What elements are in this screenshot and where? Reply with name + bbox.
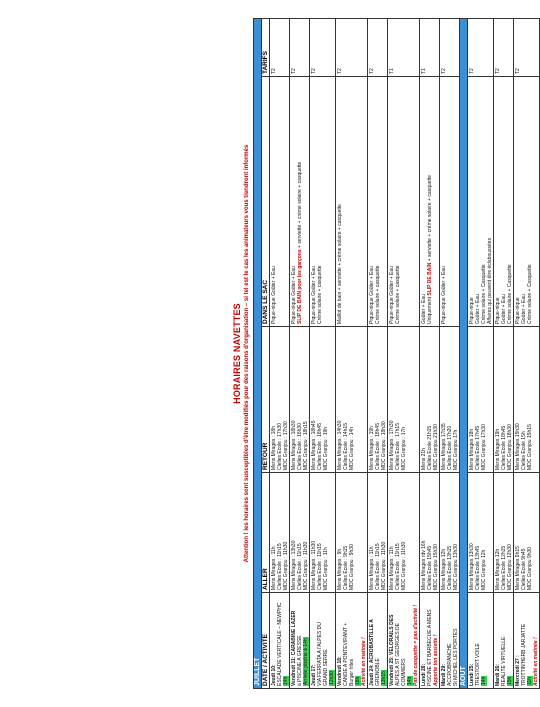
text-line: MDC Granjou : 19h <box>322 426 329 470</box>
text-span: + serviette + crème solaire + casquette <box>426 174 433 263</box>
text-line: Mens Mirages 17h35 <box>440 423 447 470</box>
activity-cell <box>388 593 420 689</box>
text-line: MDC Granjou 17h30 <box>480 424 487 470</box>
retour-cell <box>388 327 420 473</box>
aller-cell <box>440 473 460 593</box>
header-tarifs: TARIFS <box>262 18 270 76</box>
activity-date: Vendredi 18: <box>336 656 343 686</box>
activity-date: Mercredi 27 : <box>514 655 521 686</box>
text-line: Mens Mirages : 11h <box>270 546 277 590</box>
text-line: MDC Granjou : 11h30 <box>282 541 289 590</box>
text-line: MDC Granjou : 17h30 <box>282 421 289 470</box>
text-line: Mens Mirages : 18h45 <box>310 420 317 470</box>
text-line: Crème solaire + Casquette <box>526 264 533 324</box>
activity-note: Activité en matinée ! <box>532 637 539 686</box>
text-line: MDC Granjou : 14h <box>348 426 355 470</box>
sac-cell <box>310 77 336 327</box>
activity-name: VIA FERRATA A l'ALPES DU <box>316 622 323 686</box>
table-row <box>368 18 388 688</box>
text-line: Clelles Ecole 9h45 <box>520 548 527 590</box>
text-line: Clelles Ecole : 11h15 <box>296 543 303 590</box>
text-line: Clelles Ecole 12h15 <box>500 545 507 590</box>
text-line: Crème solaire + casquette <box>316 265 323 324</box>
text-span: + serviette + crème solaire + casquette <box>296 161 303 250</box>
text-line: Clelles Ecole : 11h15 <box>276 543 283 590</box>
arrival-badge: 15h <box>506 676 513 685</box>
text-line: Clelles Ecole 17h45 <box>474 425 481 470</box>
text-line: Mens Mirages : 14h30 <box>336 420 343 470</box>
aller-cell <box>468 473 494 593</box>
tarif-cell: T2 <box>310 18 336 76</box>
text-line: Clelles Ecole 13h15 <box>446 545 453 590</box>
tarif-cell: T2 <box>514 18 540 76</box>
text-line: Clelles Ecole : 18h45 <box>374 423 381 470</box>
table-row <box>440 18 460 688</box>
activity-name: St MICHEL LES PORTES <box>452 628 459 686</box>
arrival-time <box>303 595 309 686</box>
month-label: AOUT <box>460 18 468 688</box>
activity-cell <box>368 593 388 689</box>
swimsuit-warning: SLIP DE BAIN pour les garçons <box>296 249 303 324</box>
text-line: MDC Granjou : 11h30 <box>380 541 387 590</box>
text-line: MDC Granjou 9h30 <box>526 546 533 590</box>
arrival-badge: 14h <box>282 676 289 685</box>
month-row-aout <box>460 18 468 688</box>
arrival-badge: 18h <box>354 676 361 685</box>
text-line: Mens Mirages 13h30 <box>468 543 475 590</box>
text-line: Goûter + Eau <box>520 294 527 324</box>
activity-cell <box>514 593 540 689</box>
arrival-badge: 14h <box>480 676 487 685</box>
text-line: Mens Mirages : 18h30 <box>290 420 297 470</box>
activity-date: Mardi 29: <box>440 664 447 686</box>
arrival-badge: Arrivée piscine à 14h <box>302 638 309 685</box>
activity-cell <box>290 593 310 689</box>
arrival-time <box>283 595 289 686</box>
activity-cell <box>494 593 514 689</box>
tarif-cell: T2 <box>494 18 514 76</box>
arrival-time <box>329 595 335 686</box>
activity-cell <box>310 593 336 689</box>
tarif-cell: T2 <box>290 18 310 76</box>
activity-name: COMMIERS <box>400 658 407 686</box>
text-line: Crème solaire + Casquette <box>506 264 513 324</box>
header-date: DATE / ACTIVITE <box>262 593 270 689</box>
sac-cell <box>270 77 290 327</box>
activity-cell <box>336 593 368 689</box>
sac-cell <box>494 77 514 327</box>
text-span: Uniquement <box>426 295 433 324</box>
arrival-badge: 13h15 <box>380 671 387 685</box>
tarif-cell: T2 <box>440 18 460 76</box>
activity-date: Lundi 28: <box>420 663 427 686</box>
text-line: MDC Granjou 17h <box>452 429 459 470</box>
aller-cell <box>270 473 290 593</box>
text-line: Mens Mirages : 19h <box>368 426 375 470</box>
sac-cell <box>468 77 494 327</box>
header-row <box>262 18 270 688</box>
text-line: Goûter + Eau <box>420 294 427 324</box>
table-row <box>310 18 336 688</box>
text-line: Crème solaire + casquette <box>374 265 381 324</box>
sac-cell <box>440 77 460 327</box>
activity-name: ESCALADE VERTICALE – NEWPHC <box>276 602 283 686</box>
aller-cell <box>420 473 440 593</box>
activity-date: Jeudi 24: ACROBASTILLE A <box>368 619 375 686</box>
text-line: Clelles Ecole 13h45 <box>474 545 481 590</box>
text-line: Crème solaire + Casquette <box>480 264 487 324</box>
activity-date: Mardi 26: <box>494 664 501 686</box>
header-retour: RETOUR <box>262 327 270 473</box>
activity-note: Pas de casquette = pas d'activité ! <box>412 604 419 686</box>
arrival-badge: 12h30 <box>328 671 335 685</box>
sac-cell <box>514 77 540 327</box>
arrival-badge: 14h <box>406 676 413 685</box>
aller-cell <box>310 473 336 593</box>
activity-name: TRESTORT VOILE <box>474 643 481 686</box>
table-row <box>388 18 420 688</box>
activity-cell <box>468 593 494 689</box>
text-line: Clelles Ecole : 11h15 <box>316 543 323 590</box>
activity-name: à PISCINE A GRESSE <box>296 635 303 686</box>
table-row <box>494 18 514 688</box>
text-line: MDC Granjou 15h15 <box>526 424 533 470</box>
activity-name: TROTTIN'HERB JARJATTE <box>520 623 527 686</box>
activity-name: Burger frites <box>348 658 355 686</box>
month-row-juillet <box>254 18 262 688</box>
text-line: Clelles Ecole 21h15 <box>426 425 433 470</box>
text-line: Clelles Ecole : 17h30 <box>276 423 283 470</box>
text-line: Maillot de bain + serviette + crème solaire + casquette <box>336 204 343 324</box>
retour-cell <box>420 327 440 473</box>
activity-name: REALITE VIRTUELLE <box>500 636 507 686</box>
table-row <box>290 18 310 688</box>
header-sac: DANS LE SAC <box>262 77 270 327</box>
text-line: Mens Mirages 18h <box>468 428 475 470</box>
text-line: MDC Granjou : 11h30 <box>302 541 309 590</box>
text-line: Mens Mirages 9h15 <box>514 546 521 590</box>
text-line: Mens Mirages : 11h <box>368 546 375 590</box>
activity-cell <box>270 593 290 689</box>
tarif-cell: T1 <box>388 18 420 76</box>
tarif-cell: T2 <box>468 18 494 76</box>
activity-name: PISCINE ET BARBECUE A MENS <box>426 609 433 686</box>
text-line: Pique-nique <box>468 297 475 324</box>
text-line: MDC Granjou 12h <box>480 549 487 590</box>
text-line: Mens 21h <box>420 448 427 470</box>
sac-cell <box>336 77 368 327</box>
aller-cell <box>494 473 514 593</box>
arrival-time <box>507 595 513 686</box>
text-line: Affaires qui peuvent être éclaboussées <box>486 237 493 324</box>
text-line: Crème solaire + casquette <box>394 265 401 324</box>
retour-cell <box>290 327 310 473</box>
text-line: MDC Granjou 21h30 <box>432 424 439 470</box>
aller-cell <box>388 473 420 593</box>
text-line: MDC Granjou 18h30 <box>506 424 513 470</box>
text-line: Mens Mirages 12h <box>494 548 501 590</box>
table-row <box>420 18 440 688</box>
text-line: Clelles Ecole : 11h15 <box>374 543 381 590</box>
tarif-cell: T2 <box>336 18 368 76</box>
text-line: MDC Granjou 13h30 <box>452 544 459 590</box>
table-row <box>336 18 368 688</box>
text-line: MDC Granjou : 18h30 <box>380 421 387 470</box>
text-line: Clelles Ecole 17h20 <box>446 425 453 470</box>
activity-cell <box>420 593 440 689</box>
text-line: Clelles Ecole : 18h45 <box>316 423 323 470</box>
text-line: Clelles Ecole : 17h15 <box>394 423 401 470</box>
text-line: Pique-nique <box>514 297 521 324</box>
retour-cell <box>440 327 460 473</box>
activity-date: Jeudi 10: <box>270 664 277 686</box>
activity-date: Vendredi 25: VELORAILS DES <box>388 614 395 686</box>
retour-cell <box>514 327 540 473</box>
tarif-cell: T2 <box>270 18 290 76</box>
text-line: Pique-nique Goûter + Eau <box>388 266 395 324</box>
text-line: Goûter + Eau <box>474 294 481 324</box>
text-line: Pique-nique Goûter + Eau <box>290 266 297 324</box>
arrival-time <box>481 595 487 686</box>
text-line: MDC Granjou : 17h <box>400 426 407 470</box>
aller-cell <box>368 473 388 593</box>
text-line: Clelles Ecole : 9h15 <box>342 545 349 590</box>
activity-note: Apporte ton assiette ! <box>432 634 439 686</box>
aller-cell <box>336 473 368 593</box>
activity-name: GRAND SERRE <box>322 649 329 686</box>
text-line: Mens Mirages : 18h <box>270 426 277 470</box>
arrival-time <box>381 595 387 686</box>
text-line: Mens Mirages 12h <box>440 548 447 590</box>
retour-cell <box>494 327 514 473</box>
text-line: Mens Mirages : 13h30 <box>290 540 297 590</box>
text-line: Mens Mirages 19h <box>494 428 501 470</box>
table-row <box>514 18 540 688</box>
activity-name: CANOE A PONTEVIRANT + <box>342 622 349 686</box>
text-line: Mens Mirages : 11h <box>388 546 395 590</box>
page-title: HORAIRES NAVETTES <box>232 303 242 404</box>
text-line: Mens Mirages 15h30 <box>514 423 521 470</box>
activity-date: Jeudi 17: <box>310 664 317 686</box>
text-line: MDC Granjou 15h30 <box>432 544 439 590</box>
retour-cell <box>270 327 290 473</box>
schedule-table <box>253 18 540 689</box>
sac-cell <box>290 77 310 327</box>
text-line: MDC Granjou : 18h15 <box>302 421 309 470</box>
activity-name: GRENOBLE <box>374 658 381 686</box>
activity-date: Vendredi 11: CARABINE LAZER <box>290 610 297 686</box>
text-line: Pique-nique Goûter + Eau <box>310 266 317 324</box>
aller-cell <box>290 473 310 593</box>
text-line: Mens Mirages : 9h <box>336 548 343 590</box>
text-line <box>427 79 433 324</box>
text-line: Mens Mirages rdv 16h <box>420 540 427 590</box>
retour-cell <box>310 327 336 473</box>
page-subtitle: Attention ! les horaires sont susceptibles d'être modifiés pour des raisons d'organisation – si tel est le cas les animateurs vous tiendront informés <box>244 144 250 563</box>
text-line: Clelles Ecole 15h45 <box>426 545 433 590</box>
activity-cell <box>440 593 460 689</box>
sac-cell <box>368 77 388 327</box>
text-line: Mens Mirages : 17h30 <box>388 420 395 470</box>
header-aller: ALLER <box>262 473 270 593</box>
retour-cell <box>368 327 388 473</box>
text-line: Goûter + Eau <box>500 294 507 324</box>
activity-note: Activité en matinée ! <box>360 637 367 686</box>
text-line: MDC Granjou : 9h30 <box>348 544 355 590</box>
text-line: Pique-nique <box>494 297 501 324</box>
text-line: Clelles Ecole 18h45 <box>500 425 507 470</box>
sac-cell <box>420 77 440 327</box>
aller-cell <box>514 473 540 593</box>
tarif-cell: T2 <box>368 18 388 76</box>
retour-cell <box>468 327 494 473</box>
text-line: MDC Granjou : 11h30 <box>400 541 407 590</box>
text-line: Clelles Ecole 15h <box>520 431 527 470</box>
text-line: Clelles Ecole : 11h15 <box>394 543 401 590</box>
text-line: Pique-nique Goûter + Eau <box>368 266 375 324</box>
table-row <box>468 18 494 688</box>
text-line: Clelles Ecole : 18h30 <box>296 423 303 470</box>
text-line: Mens Mirages : 11h30 <box>310 540 317 590</box>
arrival-badge: 11h <box>526 677 533 685</box>
swimsuit-warning: SLIP DE BAIN <box>426 262 433 296</box>
text-line: Clelles Ecole : 14h15 <box>342 423 349 470</box>
table-row <box>270 18 290 688</box>
activity-name: ACCROBRANCHE <box>446 643 453 686</box>
text-line: Pique-nique Goûter + Eau <box>270 266 277 324</box>
text-line: MDC Granjou : 11h <box>322 547 329 590</box>
tarif-cell: T1 <box>420 18 440 76</box>
activity-date: Lundi 25: <box>468 663 475 686</box>
activity-name: ALPES A ST GEORGES DE <box>394 623 401 686</box>
month-label: JUILLET <box>254 18 262 688</box>
text-line: MDC Granjou 12h30 <box>506 544 513 590</box>
text-line: Pique-nique Goûter + Eau <box>440 266 447 324</box>
sac-cell <box>388 77 420 327</box>
retour-cell <box>336 327 368 473</box>
text-line <box>297 79 303 324</box>
